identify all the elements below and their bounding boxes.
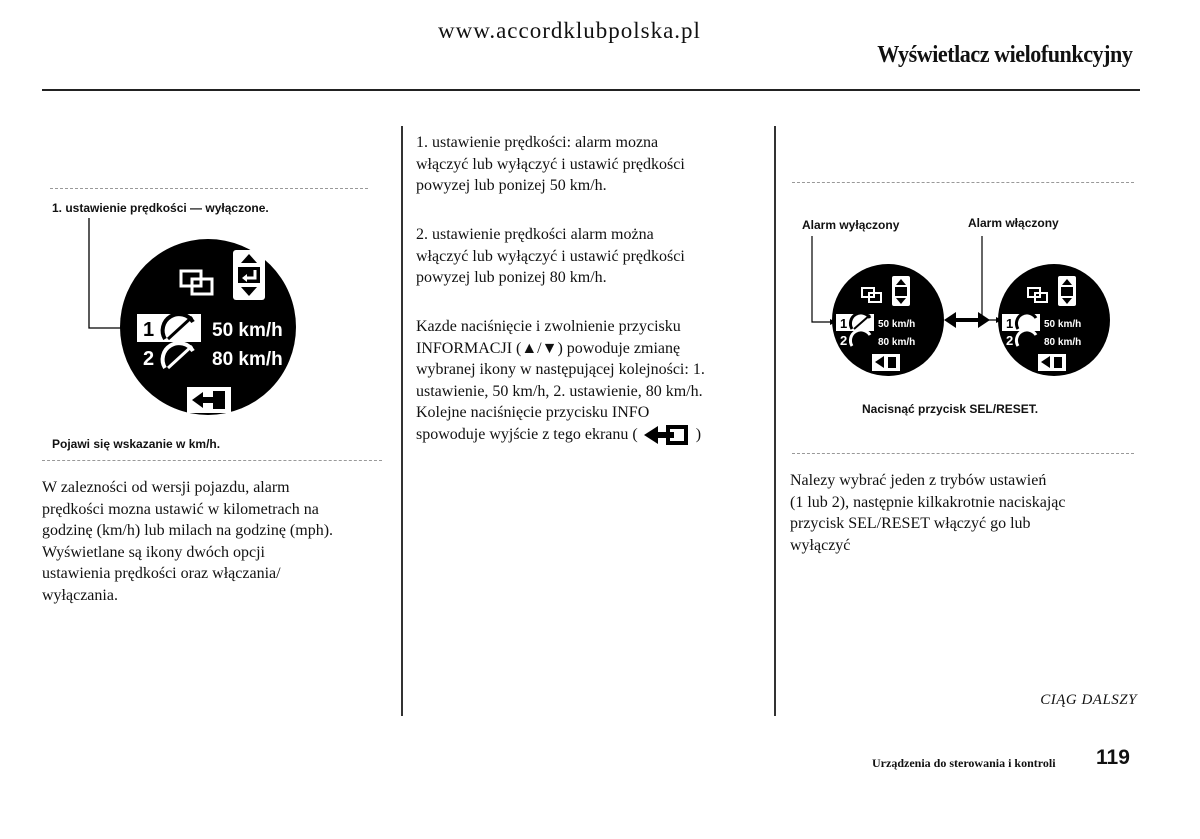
display-row1-value: 50 km/h [212, 320, 283, 341]
continued-label: CIĄG DALSZY [1040, 692, 1137, 708]
exit-icon [187, 387, 231, 413]
svg-text:2: 2 [1006, 333, 1014, 348]
small-row2-off: 80 km/h [878, 337, 916, 348]
exit-icon-off [872, 354, 900, 371]
svg-text:1: 1 [143, 319, 155, 341]
text-line: powyzej lub ponizej 80 km/h. [416, 269, 607, 286]
text-line: 1. ustawienie prędkości: alarm mozna [416, 134, 659, 151]
footer-section-label: Urządzenia do sterowania i kontroli [872, 756, 1056, 770]
text-line: włączyć lub wyłączyć i ustawić prędkości [416, 247, 685, 265]
right-figure-caption: Nacisnąć przycisk SEL/RESET. [862, 402, 1039, 416]
middle-paragraph-3 [416, 316, 776, 446]
text-line: ustawienie, 50 km/h, 2. ustawienie, 80 km/h. [416, 382, 703, 400]
right-paragraph [790, 470, 1140, 556]
text-fragment: spowoduje wyjście z tego ekranu ( [416, 425, 638, 443]
speed-option-1-icon [137, 314, 201, 342]
small-row1-on: 50 km/h [1044, 319, 1082, 330]
figure-caption: Pojawi się wskazanie w km/h. [52, 437, 221, 451]
svg-text:2: 2 [143, 348, 155, 370]
text-line: wybranej ikony w następującej kolejności: 1. [416, 361, 705, 378]
text-line: Kazde naciśnięcie i zwolnienie przycisku [416, 318, 681, 335]
exit-icon [642, 424, 692, 446]
small-row1-off: 50 km/h [878, 319, 916, 330]
selector-arrows-icon [233, 250, 265, 300]
figure-bottom-rule [42, 460, 382, 461]
text-line: Wyświetlane są ikony dwóch opcji [42, 543, 265, 561]
alarm-toggle-illustration [800, 232, 1135, 382]
svg-text:1: 1 [1006, 316, 1014, 331]
text-line: INFORMACJI (▲/▼) powoduje zmianę [416, 339, 681, 357]
speed-alarm-display-illustration [55, 212, 315, 432]
label-alarm-off: Alarm wyłączony [802, 218, 900, 232]
text-line: Nalezy wybrać jeden z trybów ustawień [790, 472, 1047, 489]
svg-text:1: 1 [840, 316, 848, 331]
page-number: 119 [1096, 746, 1130, 769]
small-row2-on: 80 km/h [1044, 337, 1082, 348]
text-fragment: ) [695, 425, 702, 443]
text-line: włączyć lub wyłączyć i ustawić prędkości [416, 155, 685, 173]
header-url: www.accordklubpolska.pl [438, 18, 701, 43]
right-figure-top-rule [792, 182, 1134, 183]
text-line: 2. ustawienie prędkości alarm można [416, 226, 654, 243]
middle-paragraph-1 [416, 132, 766, 197]
selector-arrows-icon-off [892, 276, 910, 306]
bell-on-icon [1002, 313, 1040, 331]
middle-paragraph-2 [416, 224, 766, 289]
text-line: ustawienia prędkości oraz włączania/ [42, 565, 281, 582]
callout-line-on [982, 236, 996, 320]
text-line: godzinę (km/h) lub milach na godzinę (mph). [42, 522, 334, 539]
exit-icon-on [1038, 354, 1066, 371]
figure-top-rule [50, 188, 368, 189]
figure-title: 1. ustawienie prędkości — wyłączone. [52, 201, 269, 215]
text-line: przycisk SEL/RESET włączyć go lub [790, 515, 1031, 532]
text-line [416, 424, 776, 446]
text-line: powyzej lub ponizej 50 km/h. [416, 177, 607, 194]
selector-arrows-icon-on [1058, 276, 1076, 306]
text-line: wyłączyć [790, 536, 851, 554]
section-title: Wyświetlacz wielofunkcyjny [876, 42, 1132, 68]
text-line: prędkości mozna ustawić w kilometrach na [42, 500, 319, 518]
text-line: (1 lub 2), następnie kilkakrotnie naciskając [790, 493, 1066, 511]
text-line: wyłączania. [42, 586, 118, 604]
text-line: W zalezności od wersji pojazdu, alarm [42, 479, 290, 496]
right-figure-bottom-rule [792, 453, 1134, 454]
left-paragraph [42, 477, 392, 606]
text-line: Kolejne naciśnięcie przycisku INFO [416, 404, 650, 421]
bell-off-icon [836, 313, 874, 331]
svg-text:2: 2 [840, 333, 848, 348]
column-divider-left [401, 126, 403, 716]
label-alarm-on: Alarm włączony [968, 216, 1059, 230]
header-rule [42, 89, 1140, 91]
display-row2-value: 80 km/h [212, 349, 283, 370]
callout-line-off [812, 236, 830, 322]
